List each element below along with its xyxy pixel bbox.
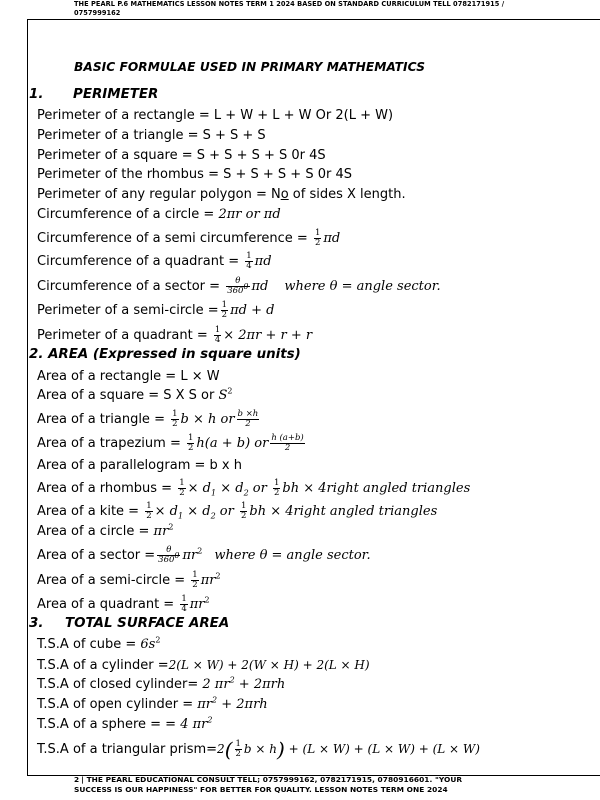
formula: × $d_1 \times d_2$ or — [154, 504, 238, 521]
label: Area of a semi-circle = — [37, 573, 190, 588]
polygon-text-end: of sides X length. — [288, 187, 406, 202]
note: where θ = angle sector. — [214, 548, 371, 563]
formula: πd — [254, 254, 272, 269]
note: where θ = angle sector. — [284, 279, 441, 294]
formula: b × h or — [180, 412, 235, 427]
label: Area of a rhombus = — [37, 481, 177, 496]
label: Area of a triangle = — [37, 412, 170, 427]
label: Area of a circle = — [37, 524, 154, 539]
label: Perimeter of a semi-circle = — [37, 303, 219, 318]
label: T.S.A of a cylinder = — [37, 658, 169, 673]
tsa-closed-cylinder — [37, 677, 285, 693]
circumference-sector — [37, 277, 441, 296]
section-number: 3. — [29, 616, 44, 631]
formula: S — [218, 388, 228, 403]
exponent: 2 — [204, 595, 210, 605]
fraction: $\frac{1}{2}$ — [187, 433, 194, 453]
label: T.S.A of closed cylinder= — [37, 677, 203, 692]
fraction: $\frac{1}{4}$ — [246, 251, 252, 271]
perimeter-rhombus: Perimeter of the rhombus = S + S + S + S 0r 4S — [37, 167, 352, 182]
fraction: $\frac{1}{2}$ — [221, 300, 228, 320]
label: Circumference of a sector = — [37, 279, 225, 294]
label: Circumference of a circle = — [37, 207, 219, 222]
formula: 6s — [140, 637, 156, 652]
label: Area of a square = S X S or — [37, 388, 219, 403]
perimeter-quadrant — [37, 326, 312, 345]
formula: 2( $\frac{1}{2}$ b × h) + (L × W) + (L × W) + (L × W) — [217, 737, 480, 762]
formula: πr — [200, 573, 216, 588]
area-triangle — [37, 410, 261, 429]
tsa-cube — [37, 637, 160, 653]
formula: 2(L × W) + 2(W × H) + 2(L × H) — [168, 658, 370, 672]
section-title: PERIMETER — [73, 87, 159, 102]
fraction-2: $\frac{1}{2}$ — [273, 478, 280, 498]
label: T.S.A of a sphere = = — [37, 717, 181, 732]
formula: 2 $\pi r^2 + 2\pi rh$ — [202, 675, 286, 692]
label: Area of a trapezium = — [37, 436, 185, 451]
footer-line-1 — [74, 775, 554, 785]
fraction-2: $\frac{b \times h}{2}$ — [237, 409, 259, 429]
fraction: $\frac{1}{2}$ — [146, 501, 152, 521]
header-line-1: THE PEARL P.6 MATHEMATICS LESSON NOTES TERM 1 2024 BASED ON STANDARD CURRICULUM TELL 0782171915 / — [74, 0, 505, 8]
perimeter-triangle: Perimeter of a triangle = S + S + S — [37, 128, 266, 143]
section-tsa-heading — [29, 616, 229, 631]
formula: πd + d — [230, 303, 275, 318]
area-parallelogram: Area of a parallelogram = b x h — [37, 458, 242, 473]
label: Perimeter of a quadrant = — [37, 328, 212, 343]
formula: × 2πr + r + r — [223, 328, 313, 343]
tsa-open-cylinder — [37, 697, 268, 713]
perimeter-polygon — [37, 187, 406, 203]
fraction-2: $\frac{h (a+b)}{2}$ — [271, 433, 304, 453]
area-trapezium — [37, 434, 307, 453]
area-semi-circle — [37, 571, 221, 590]
perimeter-semi-circle — [37, 301, 274, 320]
section-area-heading: 2. AREA (Expressed in square units) — [29, 347, 301, 362]
circumference-circle — [37, 207, 281, 223]
tsa-sphere — [37, 717, 212, 733]
fraction-2: $\frac{1}{2}$ — [240, 501, 247, 521]
perimeter-square: Perimeter of a square = S + S + S + S 0r 4S — [37, 148, 326, 163]
exponent: 2 — [227, 386, 233, 396]
formula: h(a + b) or — [196, 436, 269, 451]
fraction: $\frac{1}{2}$ — [192, 570, 198, 590]
area-sector — [37, 546, 371, 565]
label: Area of a kite = — [37, 504, 144, 519]
fraction: $\frac{1}{2}$ — [179, 478, 185, 498]
fraction: $\frac{\theta}{360^0}$ — [227, 276, 249, 296]
footer-text-1: | THE PEARL EDUCATIONAL CONSULT TELL; 0757999162, 0782171915, 0780916601. "YOUR — [81, 775, 463, 784]
label: T.S.A of open cylinder = — [37, 697, 198, 712]
area-square — [37, 388, 233, 404]
formula: $\pi r^2 + 2\pi rh$ — [197, 695, 268, 712]
perimeter-rectangle: Perimeter of a rectangle = L + W + L + W Or 2(L + W) — [37, 108, 394, 123]
circumference-quadrant — [37, 252, 272, 271]
exponent: 2 — [197, 546, 203, 556]
page-header — [74, 0, 594, 18]
area-rhombus — [37, 479, 470, 498]
section-title: TOTAL SURFACE AREA — [65, 616, 230, 631]
label: Area of a sector = — [37, 548, 156, 563]
formula-end: bh × 4right angled triangles — [249, 504, 438, 519]
page-number: 2 — [74, 775, 80, 784]
area-circle — [37, 524, 173, 540]
fraction: $\frac{1}{2}$ — [172, 409, 178, 429]
label: T.S.A of cube = — [37, 637, 141, 652]
page-title: BASIC FORMULAE USED IN PRIMARY MATHEMATICS — [74, 60, 426, 74]
polygon-o: o — [280, 187, 289, 202]
section-perimeter-heading — [29, 87, 158, 102]
label: Circumference of a quadrant = — [37, 254, 244, 269]
area-quadrant — [37, 595, 210, 614]
exponent: 2 — [215, 571, 221, 581]
polygon-text: Perimeter of any regular polygon = N — [37, 187, 281, 202]
formula: πr — [153, 524, 169, 539]
section-number: 1. — [29, 87, 44, 102]
circumference-semi — [37, 229, 340, 248]
fraction: $\frac{1}{4}$ — [214, 325, 221, 345]
tsa-cylinder — [37, 657, 370, 674]
fraction: $\frac{1}{4}$ — [181, 594, 187, 614]
page-footer — [74, 775, 554, 795]
footer-line-2: SUCCESS IS OUR HAPPINESS" FOR BETTER FOR QUALITY. LESSON NOTES TERM ONE 2024 — [74, 785, 448, 794]
formula: 2πr or πd — [218, 207, 281, 222]
formula: × $d_1 \times d_2$ or — [187, 481, 271, 498]
label: T.S.A of a triangular prism= — [37, 742, 218, 757]
fraction: $\frac{\theta}{360^0}$ — [158, 545, 180, 565]
fraction: $\frac{1}{2}$ — [314, 228, 321, 248]
header-line-2: 0757999162 — [74, 9, 121, 17]
formula: πr — [182, 548, 198, 563]
exponent: 2 — [168, 522, 174, 532]
formula: πr — [189, 597, 205, 612]
exponent: 2 — [155, 635, 161, 645]
area-rectangle: Area of a rectangle = L × W — [37, 369, 220, 384]
formula: 4 $\pi r^2$ — [180, 715, 213, 732]
label: Area of a quadrant = — [37, 597, 179, 612]
formula-end: bh × 4right angled triangles — [282, 481, 471, 496]
area-kite — [37, 502, 437, 521]
formula: πd — [323, 231, 341, 246]
formula: πd — [251, 279, 269, 294]
tsa-triangular-prism — [37, 737, 480, 762]
label: Circumference of a semi circumference = — [37, 231, 312, 246]
